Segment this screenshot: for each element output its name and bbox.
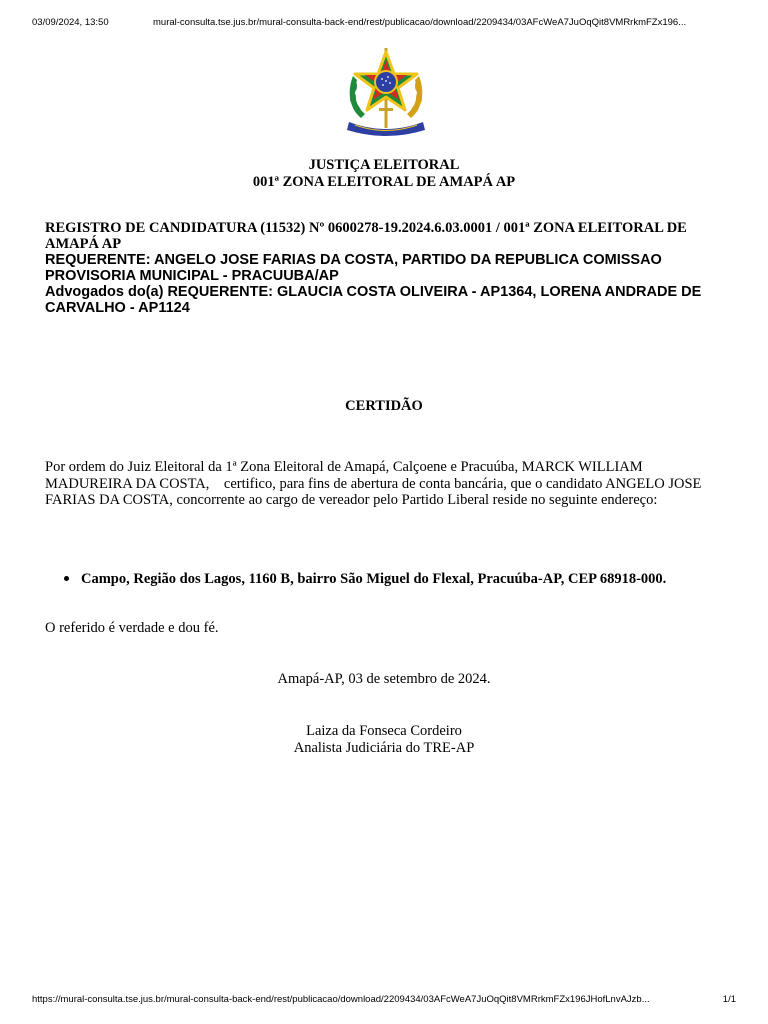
closing-statement: O referido é verdade e dou fé.	[45, 620, 219, 636]
print-datetime: 03/09/2024, 13:50	[32, 17, 109, 28]
brazil-coat-of-arms-icon	[345, 46, 427, 136]
advogados: Advogados do(a) REQUERENTE: GLAUCIA COSTA OLIVEIRA - AP1364, LORENA ANDRADE DE CARVALHO - AP1124	[45, 284, 702, 316]
place-date: Amapá-AP, 03 de setembro de 2024.	[277, 671, 491, 687]
address-text: Campo, Região dos Lagos, 1160 B, bairro São Miguel do Flexal, Pracuúba-AP, CEP 68918-000.	[81, 571, 667, 587]
bullet-icon	[64, 576, 69, 581]
print-header-url: mural-consulta.tse.jus.br/mural-consulta-back-end/rest/publicacao/download/2209434/03AFcWeA7JuOqQit8VMRrkmFZx196...	[153, 17, 687, 28]
case-info	[45, 220, 735, 316]
certificate-body: Por ordem do Juiz Eleitoral da 1ª Zona Eleitoral de Amapá, Calçoene e Pracuúba, MARCK WILLIAM MADUREIRA DA COSTA, certifico, para fins de abertura de conta bancária, que o candidato ANGELO JOSE FARIAS DA COSTA, concorrente ao cargo de vereador pelo Partido Liberal reside no seguinte endereço:	[45, 459, 706, 508]
case-title: REGISTRO DE CANDIDATURA (11532) Nº 0600278-19.2024.6.03.0001 / 001ª ZONA ELEITORAL DE AMAPÁ AP	[45, 220, 687, 252]
print-footer-url: https://mural-consulta.tse.jus.br/mural-consulta-back-end/rest/publicacao/download/2209434/03AFcWeA7JuOqQit8VMRrkmFZx196JHofLnvAJzb...	[32, 994, 650, 1005]
signer-role: Analista Judiciária do TRE-AP	[293, 740, 475, 756]
address-list-item	[64, 571, 744, 588]
certificate-title: CERTIDÃO	[345, 398, 423, 414]
court-name: JUSTIÇA ELEITORAL	[308, 157, 460, 173]
requerente: REQUERENTE: ANGELO JOSE FARIAS DA COSTA, PARTIDO DA REPUBLICA COMISSAO PROVISORIA MUNICIPAL - PRACUUBA/AP	[45, 252, 662, 284]
signer-name: Laiza da Fonseca Cordeiro	[306, 723, 462, 739]
electoral-zone: 001ª ZONA ELEITORAL DE AMAPÁ AP	[252, 174, 516, 190]
page-number: 1/1	[722, 994, 736, 1005]
